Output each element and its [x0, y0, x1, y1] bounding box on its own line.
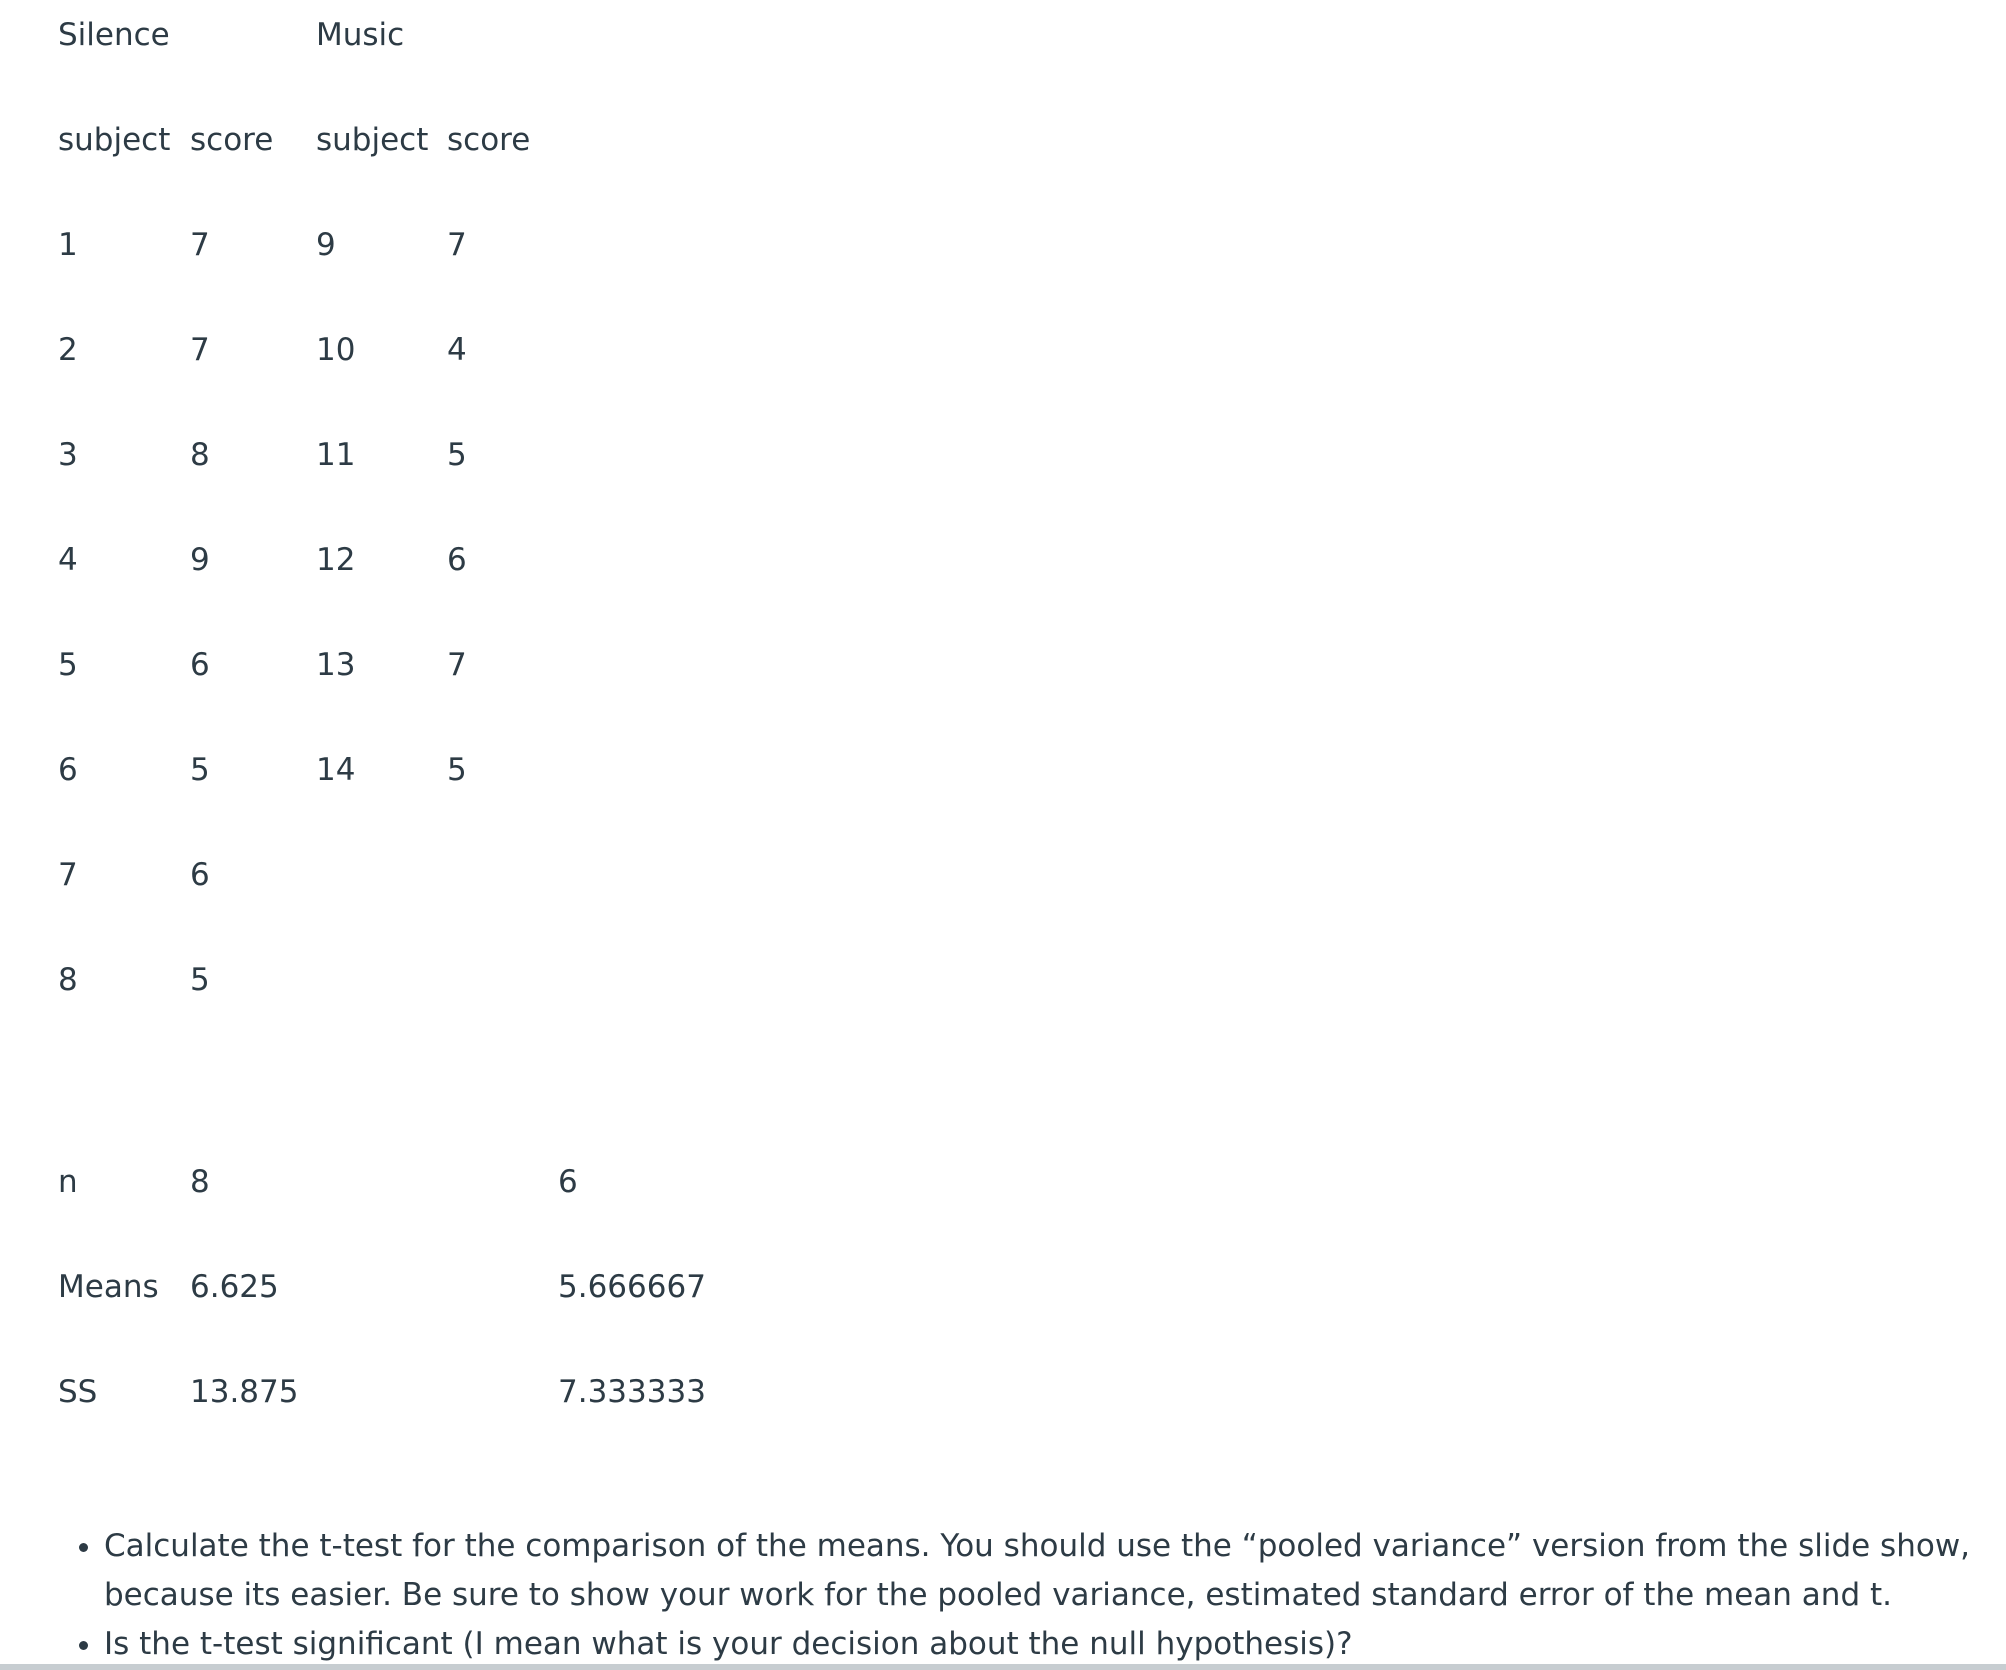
question-list	[58, 1522, 2006, 1669]
music-score-cell: 4	[447, 332, 467, 368]
music-subject-cell: 11	[316, 437, 356, 473]
silence-subject-cell: 4	[58, 542, 78, 578]
silence-score-header: score	[190, 122, 274, 158]
bottom-divider	[0, 1664, 2006, 1670]
music-score-cell: 6	[447, 542, 467, 578]
silence-score-cell: 9	[190, 542, 210, 578]
silence-subject-cell: 6	[58, 752, 78, 788]
silence-subject-cell: 1	[58, 227, 78, 263]
music-subject-cell: 10	[316, 332, 356, 368]
silence-mean-value: 6.625	[190, 1269, 279, 1305]
music-n-value: 6	[558, 1164, 578, 1200]
silence-subject-header: subject	[58, 122, 171, 158]
music-ss-value: 7.333333	[558, 1374, 706, 1410]
silence-score-cell: 5	[190, 962, 210, 998]
silence-ss-value: 13.875	[190, 1374, 299, 1410]
question-item: • Is the t-test significant (I mean what is your decision about the null hypothesis)?	[104, 1620, 2006, 1669]
music-subject-cell: 13	[316, 647, 356, 683]
music-score-cell: 5	[447, 752, 467, 788]
music-subject-cell: 14	[316, 752, 356, 788]
music-mean-value: 5.666667	[558, 1269, 706, 1305]
silence-n-value: 8	[190, 1164, 210, 1200]
silence-score-cell: 7	[190, 227, 210, 263]
music-score-cell: 7	[447, 227, 467, 263]
silence-heading: Silence	[58, 17, 170, 53]
silence-score-cell: 5	[190, 752, 210, 788]
silence-subject-cell: 7	[58, 857, 78, 893]
silence-subject-cell: 2	[58, 332, 78, 368]
music-subject-cell: 9	[316, 227, 336, 263]
music-score-cell: 5	[447, 437, 467, 473]
silence-subject-cell: 3	[58, 437, 78, 473]
silence-score-cell: 6	[190, 647, 210, 683]
music-score-header: score	[447, 122, 531, 158]
silence-subject-cell: 8	[58, 962, 78, 998]
silence-score-cell: 8	[190, 437, 210, 473]
music-heading: Music	[316, 17, 405, 53]
music-score-cell: 7	[447, 647, 467, 683]
silence-score-cell: 7	[190, 332, 210, 368]
ss-label: SS	[58, 1374, 98, 1410]
n-label: n	[58, 1164, 78, 1200]
means-label: Means	[58, 1269, 159, 1305]
music-subject-cell: 12	[316, 542, 356, 578]
music-subject-header: subject	[316, 122, 429, 158]
silence-score-cell: 6	[190, 857, 210, 893]
silence-subject-cell: 5	[58, 647, 78, 683]
question-item: • Calculate the t-test for the comparison of the means. You should use the “pooled variance” version from the slide show, because its easier. Be sure to show your work for the pooled variance, estimated standard error of the mean and t.	[104, 1522, 2006, 1620]
